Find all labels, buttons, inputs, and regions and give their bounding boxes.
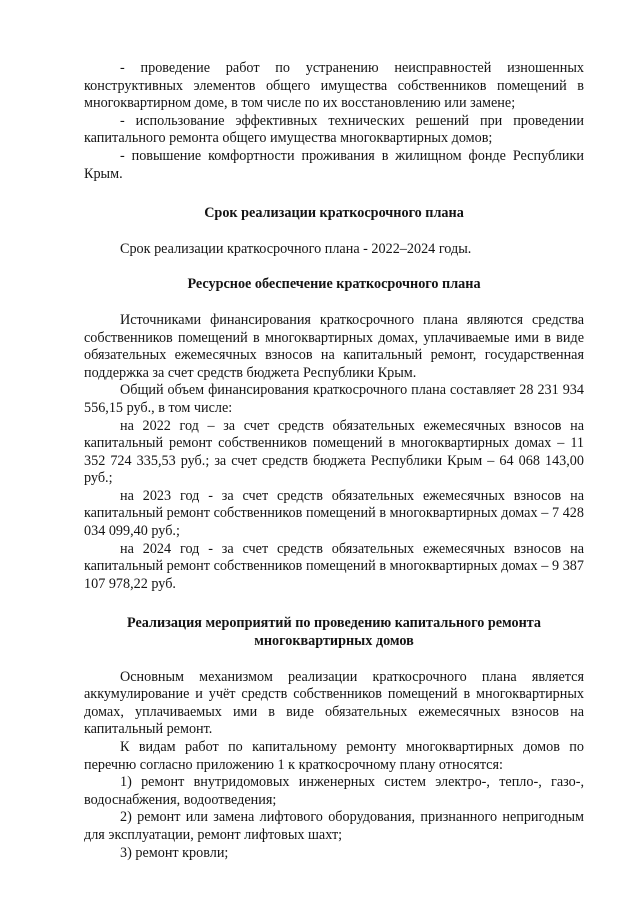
goal-item: - использование эффективных технических решений при проведении капитального ремонта общего имущества многоквартирных домов; <box>84 112 584 147</box>
funding-2023-paragraph: на 2023 год - за счет средств обязательных ежемесячных взносов на капитальный ремонт собственников помещений в многоквартирных домах – 7 428 034 099,40 руб.; <box>84 487 584 540</box>
section-heading-term: Срок реализации краткосрочного плана <box>204 205 464 222</box>
mechanism-paragraph: Основным механизмом реализации краткосрочного плана является аккумулирование и учёт средств собственников помещений в многоквартирных домах, уплачиваемых ими в виде обязательных ежемесячных взносов на капитальный ремонт. <box>84 668 584 738</box>
term-text: Срок реализации краткосрочного плана - 2022–2024 годы. <box>120 240 472 257</box>
goal-item: - повышение комфортности проживания в жилищном фонде Республики Крым. <box>84 147 584 182</box>
funding-total-paragraph: Общий объем финансирования краткосрочного плана составляет 28 231 934 556,15 руб., в том числе: <box>84 382 584 416</box>
funding-2022-paragraph: на 2022 год – за счет средств обязательных ежемесячных взносов на капитальный ремонт собственников помещений в многоквартирных домах – 11 352 724 335,53 руб.; за счет средств бюджета Республики Крым – 64 068 143,00 руб.; <box>84 417 584 487</box>
work-item: 1) ремонт внутридомовых инженерных систем электро-, тепло-, газо-, водоснабжения, водоотведения; <box>84 774 584 808</box>
section-heading-implementation <box>84 615 584 650</box>
work-item: 2) ремонт или замена лифтового оборудования, признанного непригодным для эксплуатации, ремонт лифтовых шахт; <box>84 809 584 843</box>
work-item: 3) ремонт кровли; <box>120 844 229 861</box>
goal-item: - проведение работ по устранению неисправностей изношенных конструктивных элементов общего имущества собственников помещений в многоквартирном доме, в том числе по их восстановлению или замене; <box>84 60 584 112</box>
funding-sources-paragraph: Источниками финансирования краткосрочного плана являются средства собственников помещений в многоквартирных домах, уплачиваемые ими в виде обязательных ежемесячных взносов на капитальный ремонт, государственная поддержка за счет средств бюджета Республики Крым. <box>84 311 584 381</box>
heading-line: многоквартирных домов <box>254 633 414 650</box>
funding-2024-paragraph: на 2024 год - за счет средств обязательных ежемесячных взносов на капитальный ремонт собственников помещений в многоквартирных домах – 9 387 107 978,22 руб. <box>84 540 584 592</box>
section-heading-resources: Ресурсное обеспечение краткосрочного плана <box>187 276 481 293</box>
heading-line: Реализация мероприятий по проведению капитального ремонта <box>126 615 542 632</box>
works-intro-paragraph: К видам работ по капитальному ремонту многоквартирных домов по перечню согласно приложению 1 к краткосрочному плану относятся: <box>84 739 584 773</box>
